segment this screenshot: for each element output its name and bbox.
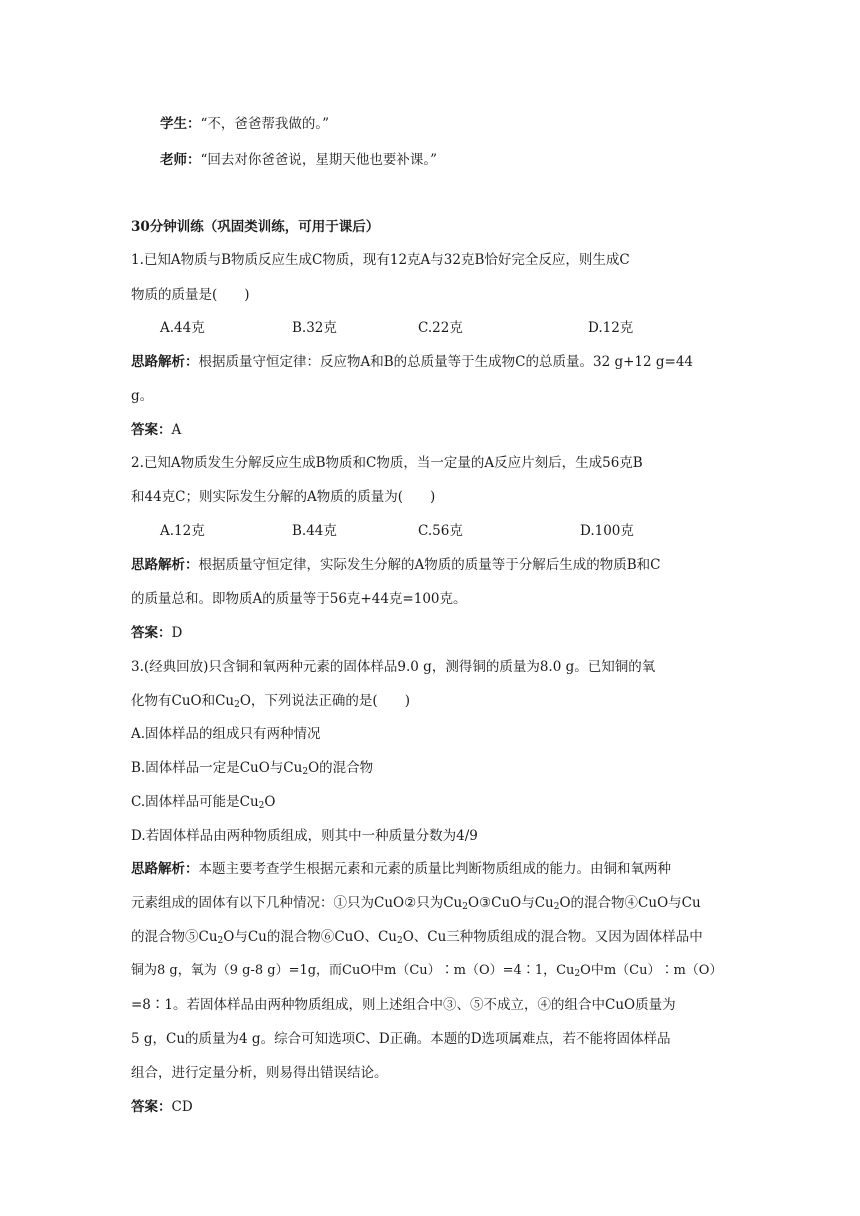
text-part: O、Cu三种物质组成的混合物。又因为固体样品中 [402, 929, 703, 945]
text-part: O [264, 794, 276, 810]
q2-stem-line2: 和44克C；则实际发生分解的A物质的质量为( ) [131, 489, 436, 505]
section-title: 30分钟训练（巩固类训练，可用于课后） [131, 219, 380, 235]
q2-analysis-line2: 的质量总和。即物质A的质量等于56克+44克=100克。 [131, 591, 467, 607]
q3-option-d: D.若固体样品由两种物质组成，则其中一种质量分数为4/9 [131, 828, 478, 844]
subscript: 2 [462, 902, 468, 912]
q2-option-c: C.56克 [418, 523, 463, 539]
subscript: 2 [553, 902, 560, 912]
q3-option-a: A.固体样品的组成只有两种情况 [131, 726, 321, 742]
student-line [160, 112, 329, 132]
text-part: 元素组成的固体有以下几种情况：①只为CuO②只为Cu [131, 895, 463, 911]
q1-answer [131, 418, 181, 438]
text-part: 化物有CuO和Cu [131, 693, 235, 709]
q3-stem-line2 [131, 689, 410, 709]
q3-option-c [131, 790, 275, 810]
student-text: “不，爸爸帮我做的。” [200, 116, 330, 132]
answer-label: 答案： [131, 625, 172, 641]
q1-option-b: B.32克 [292, 320, 337, 336]
q1-analysis-line1 [131, 350, 693, 370]
teacher-label: 老师： [160, 152, 201, 168]
subscript: 2 [574, 969, 581, 979]
subscript: 2 [258, 801, 265, 811]
subscript: 2 [302, 767, 309, 777]
text-part: O与Cu的混合物⑥CuO、Cu [223, 929, 397, 945]
subscript: 2 [217, 936, 224, 946]
q3-analysis-line3 [131, 925, 703, 945]
q1-option-a: A.44克 [160, 320, 205, 336]
analysis-label: 思路解析： [131, 861, 199, 877]
subscript: 2 [234, 700, 240, 710]
text-part: 的混合物⑤Cu [131, 929, 218, 945]
q2-option-a: A.12克 [160, 523, 205, 539]
q2-answer [131, 621, 182, 641]
q3-analysis-line6: 5 g，Cu的质量为4 g。综合可知选项C、D正确。本题的D选项属难点，若不能将固体样品 [131, 1031, 671, 1047]
q3-analysis-line1 [131, 857, 671, 877]
q1-analysis-line2: g。 [131, 388, 154, 404]
q3-analysis-line7: 组合，进行定量分析，则易得出错误结论。 [131, 1065, 388, 1081]
text-part: O的混合物④CuO与Cu [559, 895, 701, 911]
teacher-line [160, 148, 437, 168]
text-part: O的混合物 [308, 760, 374, 776]
subscript: 2 [396, 936, 403, 946]
q1-stem-line1: 1.已知A物质与B物质反应生成C物质，现有12克A与32克B恰好完全反应，则生成C [131, 252, 630, 268]
text-part: B.固体样品一定是CuO与Cu [131, 760, 303, 776]
analysis-label: 思路解析： [131, 557, 199, 573]
q2-option-b: B.44克 [292, 523, 337, 539]
answer-value: D [171, 625, 183, 641]
student-label: 学生： [160, 116, 201, 132]
q3-analysis-line5: =8∶1。若固体样品由两种物质组成，则上述组合中③、⑤不成立，④的组合中CuO质量为 [131, 997, 676, 1013]
q2-analysis-line1 [131, 553, 661, 573]
text-part: O中m（Cu）∶m（O） [580, 963, 723, 978]
analysis-label: 思路解析： [131, 354, 199, 370]
q3-answer [131, 1095, 193, 1115]
answer-label: 答案： [131, 1099, 172, 1115]
teacher-text: “回去对你爸爸说，星期天他也要补课。” [200, 152, 438, 168]
q1-option-d: D.12克 [588, 320, 634, 336]
text-part: O，下列说法正确的是( ) [239, 693, 410, 709]
q1-option-c: C.22克 [418, 320, 463, 336]
text-part: O③CuO与Cu [467, 895, 554, 911]
q3-option-b [131, 756, 373, 776]
q3-stem-line1: 3.(经典回放)只含铜和氧两种元素的固体样品9.0 g，测得铜的质量为8.0 g。已知铜的氧 [131, 659, 656, 675]
q1-stem-line2: 物质的质量是( ) [131, 287, 250, 303]
q3-analysis-line2 [131, 891, 701, 911]
q2-stem-line1: 2.已知A物质发生分解反应生成B物质和C物质，当一定量的A反应片刻后，生成56克B [131, 455, 643, 471]
analysis-text: 根据质量守恒定律：反应物A和B的总质量等于生成物C的总质量。32 g+12 g=44 [198, 354, 694, 370]
analysis-text: 本题主要考查学生根据元素和元素的质量比判断物质组成的能力。由铜和氧两种 [198, 861, 671, 877]
analysis-text: 根据质量守恒定律，实际发生分解的A物质的质量等于分解后生成的物质B和C [198, 557, 661, 573]
answer-label: 答案： [131, 422, 172, 438]
text-part: 铜为8 g，氧为（9 g-8 g）=1g，而CuO中m（Cu）∶m（O）=4∶1，Cu [131, 963, 575, 978]
answer-value: CD [171, 1099, 193, 1115]
text-part: C.固体样品可能是Cu [131, 794, 259, 810]
answer-value: A [171, 422, 182, 438]
q3-analysis-line4 [131, 959, 722, 978]
q2-option-d: D.100克 [580, 523, 634, 539]
